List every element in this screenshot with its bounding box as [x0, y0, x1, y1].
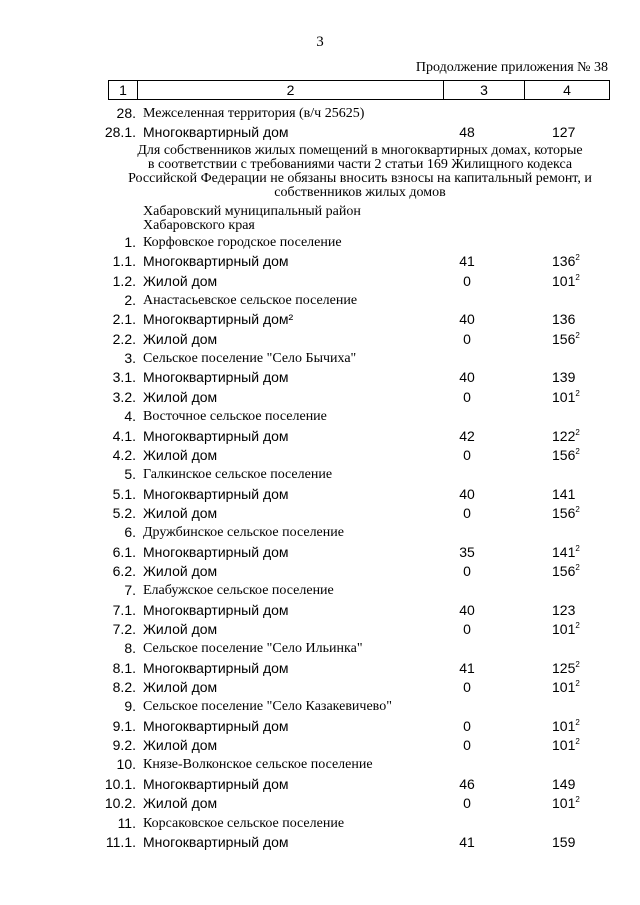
table-row [0, 581, 640, 600]
row-number: 4. [124, 408, 136, 424]
table-row [0, 465, 640, 484]
row-number: 7. [124, 582, 136, 598]
row-value-col3: 0 [463, 505, 471, 521]
row-value-col4-number: 159 [552, 834, 576, 850]
row-name: Жилой дом [143, 389, 218, 405]
row-number: 1.2. [112, 273, 136, 289]
row-name: Сельское поселение "Село Ильинка" [143, 641, 363, 656]
table-row [0, 562, 640, 581]
row-number: 28.1. [104, 124, 136, 140]
footnote-marker: 2 [575, 331, 580, 340]
row-value-col3: 48 [459, 124, 475, 140]
row-value-col4-number: 125 [552, 660, 576, 676]
table-row [0, 717, 640, 736]
row-value-col4 [552, 388, 580, 407]
row-value-col4-number: 101 [552, 737, 576, 753]
table-row [0, 388, 640, 407]
column-header-3: 3 [444, 81, 525, 100]
table-row [0, 330, 640, 349]
page-number: 3 [316, 34, 324, 50]
table-row [0, 601, 640, 620]
row-name: Жилой дом [143, 447, 218, 463]
note-line: собственников жилых домов [274, 185, 446, 200]
footnote-marker: 2 [575, 428, 580, 437]
row-number: 10. [116, 756, 136, 772]
row-number: 11. [117, 815, 136, 831]
district-heading [143, 205, 361, 233]
row-name: Межселенная территория (в/ч 25625) [143, 106, 365, 121]
row-name: Дружбинское сельское поселение [143, 525, 344, 540]
row-name: Многоквартирный дом [143, 834, 289, 850]
table-row [0, 833, 640, 852]
table-row [0, 407, 640, 426]
row-name: Жилой дом [143, 621, 218, 637]
row-number: 6. [124, 524, 136, 540]
row-value-col4-number: 156 [552, 331, 576, 347]
footnote-marker: 2 [575, 718, 580, 727]
table-row [0, 504, 640, 523]
row-name: Жилой дом [143, 505, 218, 521]
table-row [0, 349, 640, 368]
row-number: 5. [124, 466, 136, 482]
row-name: Галкинское сельское поселение [143, 467, 333, 482]
row-value-col4-number: 122 [552, 428, 576, 444]
table-row [0, 814, 640, 833]
row-number: 11.1. [105, 834, 136, 850]
row-value-col3: 41 [459, 253, 475, 269]
footnote-marker: 2 [575, 795, 580, 804]
row-value-col3: 0 [463, 273, 471, 289]
row-value-col4 [552, 485, 575, 504]
table-row [0, 368, 640, 387]
footnote-marker: 2 [575, 621, 580, 630]
footnote-marker: 2 [575, 253, 580, 262]
row-value-col4 [552, 659, 580, 678]
row-value-col4-number: 136 [552, 253, 576, 269]
row-number: 9.1. [112, 718, 136, 734]
table-row [0, 775, 640, 794]
footnote-marker: 2 [575, 737, 580, 746]
row-value-col4 [552, 736, 580, 755]
row-value-col4 [552, 794, 580, 813]
row-value-col4 [552, 123, 575, 142]
row-name: Многоквартирный дом [143, 253, 289, 269]
row-name: Многоквартирный дом [143, 124, 289, 140]
row-value-col4-number: 101 [552, 389, 576, 405]
row-value-col4 [552, 252, 580, 271]
row-name: Елабужское сельское поселение [143, 583, 334, 598]
footnote-marker: 2 [575, 447, 580, 456]
row-value-col4-number: 136 [552, 311, 576, 327]
row-number: 3.2. [112, 389, 136, 405]
row-value-col4 [552, 833, 575, 852]
footnote-marker: 2 [575, 505, 580, 514]
row-name: Многоквартирный дом² [143, 311, 294, 327]
row-name: Многоквартирный дом [143, 776, 289, 792]
row-value-col4 [552, 310, 575, 329]
row-value-col3: 41 [459, 660, 475, 676]
row-value-col4 [552, 543, 580, 562]
row-value-col4 [552, 775, 575, 794]
row-value-col4 [552, 330, 580, 349]
row-number: 2. [124, 292, 136, 308]
table-row [0, 659, 640, 678]
row-name: Сельское поселение "Село Казакевичево" [143, 699, 392, 714]
row-value-col3: 0 [463, 718, 471, 734]
table-row [0, 446, 640, 465]
row-number: 9. [124, 698, 136, 714]
column-header-2: 2 [138, 81, 444, 100]
row-value-col4-number: 139 [552, 369, 576, 385]
row-number: 1.1. [112, 253, 136, 269]
table-row [0, 620, 640, 639]
row-value-col3: 0 [463, 795, 471, 811]
table-row [0, 310, 640, 329]
row-value-col4 [552, 562, 580, 581]
row-name: Жилой дом [143, 331, 218, 347]
table-row [0, 427, 640, 446]
table-row [0, 233, 640, 252]
footnote-marker: 2 [575, 679, 580, 688]
table-row [0, 697, 640, 716]
row-number: 8.1. [112, 660, 136, 676]
row-number: 8. [124, 640, 136, 656]
row-number: 7.1. [112, 602, 136, 618]
row-value-col3: 0 [463, 389, 471, 405]
row-number: 6.2. [112, 563, 136, 579]
row-value-col4 [552, 368, 575, 387]
row-number: 10.2. [104, 795, 136, 811]
row-name: Многоквартирный дом [143, 660, 289, 676]
footnote-marker: 2 [575, 563, 580, 572]
continuation-label: Продолжение приложения № 38 [415, 60, 608, 75]
row-name: Восточное сельское поселение [143, 409, 327, 424]
row-value-col3: 40 [459, 311, 475, 327]
row-value-col4-number: 101 [552, 273, 576, 289]
row-number: 2.1. [112, 311, 136, 327]
row-value-col3: 0 [463, 563, 471, 579]
row-value-col4-number: 101 [552, 718, 576, 734]
row-value-col3: 40 [459, 602, 475, 618]
row-number: 9.2. [112, 737, 136, 753]
row-number: 5.2. [112, 505, 136, 521]
footnote-marker: 2 [575, 389, 580, 398]
table-row [0, 543, 640, 562]
row-name: Жилой дом [143, 679, 218, 695]
row-value-col4 [552, 427, 580, 446]
table-row [0, 291, 640, 310]
note-line: в соответствии с требованиями части 2 статьи 169 Жилищного кодекса [147, 157, 573, 172]
row-number: 1. [124, 234, 136, 250]
row-value-col4-number: 149 [552, 776, 576, 792]
row-number: 28. [116, 105, 136, 121]
row-number: 2.2. [112, 331, 136, 347]
table-row [0, 678, 640, 697]
row-name: Корсаковское сельское поселение [143, 816, 345, 831]
row-name: Корфовское городское поселение [143, 235, 342, 250]
row-value-col4-number: 156 [552, 563, 576, 579]
row-value-col4-number: 156 [552, 505, 576, 521]
table-row [0, 123, 640, 142]
row-value-col3: 42 [459, 428, 475, 444]
row-value-col4-number: 141 [552, 544, 576, 560]
note-paragraph [100, 144, 620, 200]
table-row [0, 755, 640, 774]
row-value-col3: 35 [459, 544, 475, 560]
row-value-col3: 40 [459, 369, 475, 385]
district-line: Хабаровского края [143, 218, 255, 233]
note-line: Для собственников жилых помещений в многоквартирных домах, которые [137, 143, 583, 158]
row-number: 8.2. [112, 679, 136, 695]
table-row [0, 639, 640, 658]
row-name: Многоквартирный дом [143, 369, 289, 385]
row-number: 10.1. [104, 776, 136, 792]
note-line: Российской Федерации не обязаны вносить взносы на капитальный ремонт, и [128, 171, 592, 186]
row-name: Князе-Волконское сельское поселение [143, 757, 373, 772]
row-value-col3: 41 [459, 834, 475, 850]
row-value-col4 [552, 601, 575, 620]
row-value-col4-number: 101 [552, 621, 576, 637]
row-value-col3: 0 [463, 331, 471, 347]
row-name: Многоквартирный дом [143, 428, 289, 444]
table-row [0, 272, 640, 291]
table-row [0, 104, 640, 123]
row-name: Многоквартирный дом [143, 718, 289, 734]
district-line: Хабаровский муниципальный район [143, 204, 361, 219]
table-row [0, 736, 640, 755]
footnote-marker: 2 [575, 544, 580, 553]
row-value-col3: 0 [463, 737, 471, 753]
row-value-col4 [552, 504, 580, 523]
row-number: 5.1. [112, 486, 136, 502]
row-value-col4 [552, 678, 580, 697]
row-name: Жилой дом [143, 273, 218, 289]
row-number: 3.1. [112, 369, 136, 385]
row-value-col4 [552, 446, 580, 465]
row-number: 6.1. [112, 544, 136, 560]
row-name: Многоквартирный дом [143, 602, 289, 618]
row-value-col4-number: 101 [552, 679, 576, 695]
row-value-col3: 0 [463, 447, 471, 463]
row-value-col4-number: 141 [552, 486, 576, 502]
row-name: Многоквартирный дом [143, 486, 289, 502]
table-row [0, 485, 640, 504]
row-value-col3: 0 [463, 679, 471, 695]
row-name: Сельское поселение "Село Бычиха" [143, 351, 357, 366]
row-value-col4-number: 156 [552, 447, 576, 463]
column-header-4: 4 [525, 81, 610, 100]
row-name: Многоквартирный дом [143, 544, 289, 560]
row-value-col4 [552, 272, 580, 291]
row-number: 7.2. [112, 621, 136, 637]
row-number: 4.1. [112, 428, 136, 444]
row-value-col3: 40 [459, 486, 475, 502]
row-name: Жилой дом [143, 795, 218, 811]
row-value-col4 [552, 620, 580, 639]
row-name: Анастасьевское сельское поселение [143, 293, 358, 308]
footnote-marker: 2 [575, 660, 580, 669]
table-row [0, 794, 640, 813]
table-row [0, 252, 640, 271]
row-number: 4.2. [112, 447, 136, 463]
row-value-col3: 46 [459, 776, 475, 792]
row-name: Жилой дом [143, 563, 218, 579]
row-value-col4 [552, 717, 580, 736]
row-number: 3. [124, 350, 136, 366]
row-value-col4-number: 123 [552, 602, 576, 618]
row-name: Жилой дом [143, 737, 218, 753]
footnote-marker: 2 [575, 273, 580, 282]
row-value-col4-number: 101 [552, 795, 576, 811]
column-header-1: 1 [109, 81, 138, 100]
row-value-col4-number: 127 [552, 124, 576, 140]
table-row [0, 523, 640, 542]
row-value-col3: 0 [463, 621, 471, 637]
